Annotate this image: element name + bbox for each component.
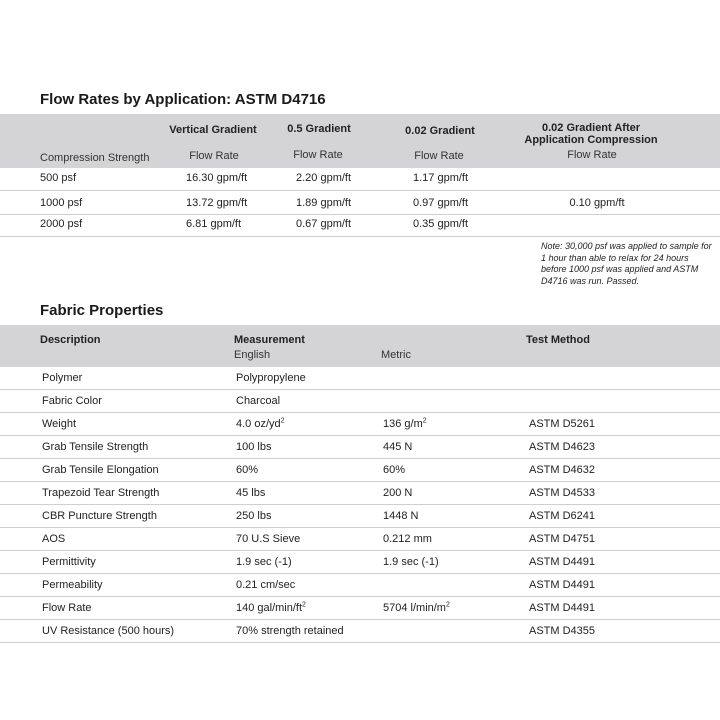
superscript: 2 xyxy=(422,417,427,425)
fabric-properties-title: Fabric Properties xyxy=(40,302,164,319)
fabric-cell-method xyxy=(529,533,595,545)
fabric-cell-method xyxy=(529,418,595,430)
superscript: 2 xyxy=(280,417,285,425)
fabric-cell-english-text: 140 gal/min/ft xyxy=(236,602,303,614)
fabric-cell-metric xyxy=(383,441,412,453)
flow-rate-subheader: Flow Rate xyxy=(414,150,464,162)
row-divider xyxy=(0,214,720,215)
fabric-cell-description xyxy=(42,556,96,568)
fabric-cell-english xyxy=(236,487,265,499)
fabric-cell-method-text: ASTM D5261 xyxy=(529,418,596,430)
fabric-cell-method-text: ASTM D4491 xyxy=(529,602,596,614)
fabric-cell-english-text: 4.0 oz/yd xyxy=(236,418,281,430)
flow-header-band xyxy=(0,114,720,168)
fabric-cell-description-text: Weight xyxy=(42,418,77,430)
row-divider xyxy=(0,527,720,528)
fabric-cell-description-text: CBR Puncture Strength xyxy=(42,510,157,522)
flow-cell-half: 0.67 gpm/ft xyxy=(296,218,352,230)
fabric-cell-english-text: 100 lbs xyxy=(236,441,272,453)
fabric-cell-method-text: ASTM D4632 xyxy=(529,464,596,476)
fabric-cell-method xyxy=(529,556,595,568)
flow-rate-subheader: Flow Rate xyxy=(189,150,239,162)
fabric-cell-method xyxy=(529,602,595,614)
fabric-cell-description-text: Fabric Color xyxy=(42,395,102,407)
fabric-cell-description xyxy=(42,602,92,614)
fabric-cell-method xyxy=(529,510,595,522)
fabric-cell-description xyxy=(42,464,159,476)
low-gradient-header: 0.02 Gradient xyxy=(405,125,475,137)
fabric-cell-description-text: Polymer xyxy=(42,372,83,384)
fabric-cell-description-text: Flow Rate xyxy=(42,602,92,614)
fabric-cell-description-text: UV Resistance (500 hours) xyxy=(42,625,175,637)
fabric-cell-english xyxy=(236,418,285,430)
row-divider xyxy=(0,504,720,505)
fabric-cell-metric xyxy=(383,418,427,430)
fabric-cell-method-text: ASTM D4491 xyxy=(529,556,596,568)
fabric-cell-metric-text: 445 N xyxy=(383,441,413,453)
flow-cell-low: 0.97 gpm/ft xyxy=(413,197,469,209)
flow-cell-vertical: 13.72 gpm/ft xyxy=(186,197,248,209)
fabric-cell-method xyxy=(529,487,595,499)
flow-cell-vertical: 6.81 gpm/ft xyxy=(186,218,242,230)
fabric-cell-metric-text: 1.9 sec (-1) xyxy=(383,556,439,568)
fabric-cell-english xyxy=(236,510,271,522)
fabric-cell-method-text: ASTM D4491 xyxy=(529,579,596,591)
fabric-cell-english-text: 60% xyxy=(236,464,259,476)
flow-cell-compression: 500 psf xyxy=(40,172,77,184)
after-compression-header-line1: 0.02 Gradient After xyxy=(541,122,641,134)
after-compression-header-line2: Application Compression xyxy=(524,134,658,146)
fabric-cell-method-text: ASTM D4355 xyxy=(529,625,596,637)
flow-note: Note: 30,000 psf was applied to sample for 1 hour than able to relax for 24 hours before 1000 psf was applied and ASTM D4716 was run. Passed. xyxy=(541,241,712,286)
flow-rates-title: Flow Rates by Application: ASTM D4716 xyxy=(40,91,326,108)
english-subheader: English xyxy=(234,349,271,361)
fabric-cell-method xyxy=(529,464,595,476)
fabric-cell-description xyxy=(42,418,76,430)
row-divider xyxy=(0,596,720,597)
fabric-cell-description xyxy=(42,533,65,545)
row-divider xyxy=(0,435,720,436)
flow-rate-subheader: Flow Rate xyxy=(567,149,617,161)
fabric-cell-description xyxy=(42,441,148,453)
flow-rate-subheader: Flow Rate xyxy=(293,149,343,161)
row-divider xyxy=(0,550,720,551)
fabric-header-band xyxy=(0,325,720,367)
metric-subheader: Metric xyxy=(381,349,411,361)
fabric-cell-english-text: 70% strength retained xyxy=(236,625,344,637)
fabric-cell-english xyxy=(236,464,258,476)
fabric-cell-english xyxy=(236,441,271,453)
fabric-cell-description xyxy=(42,487,159,499)
row-divider xyxy=(0,458,720,459)
fabric-cell-description-text: Trapezoid Tear Strength xyxy=(42,487,160,499)
fabric-cell-description xyxy=(42,395,102,407)
flow-cell-compression: 2000 psf xyxy=(40,218,83,230)
row-divider xyxy=(0,642,720,643)
fabric-cell-english-text: 70 U.S Sieve xyxy=(236,533,301,545)
fabric-cell-description-text: Permeability xyxy=(42,579,103,591)
fabric-cell-metric-text: 5704 l/min/m xyxy=(383,602,446,614)
fabric-cell-method xyxy=(529,441,595,453)
fabric-cell-metric xyxy=(383,464,405,476)
fabric-cell-english-text: Charcoal xyxy=(236,395,281,407)
test-method-header: Test Method xyxy=(526,334,590,346)
row-divider xyxy=(0,190,720,191)
fabric-cell-metric-text: 136 g/m xyxy=(383,418,423,430)
fabric-cell-english-text: 0.21 cm/sec xyxy=(236,579,296,591)
fabric-cell-english xyxy=(236,556,292,568)
description-header: Description xyxy=(40,334,101,346)
fabric-cell-english xyxy=(236,625,344,637)
flow-cell-low: 0.35 gpm/ft xyxy=(413,218,469,230)
fabric-cell-method-text: ASTM D4751 xyxy=(529,533,596,545)
fabric-cell-english-text: 1.9 sec (-1) xyxy=(236,556,292,568)
fabric-cell-english-text: 250 lbs xyxy=(236,510,272,522)
fabric-cell-description-text: Permittivity xyxy=(42,556,96,568)
fabric-cell-english xyxy=(236,579,295,591)
fabric-cell-english-text: Polypropylene xyxy=(236,372,306,384)
fabric-cell-english-text: 45 lbs xyxy=(236,487,266,499)
measurement-header: Measurement xyxy=(234,334,305,346)
flow-cell-low: 1.17 gpm/ft xyxy=(413,172,469,184)
fabric-cell-description-text: AOS xyxy=(42,533,66,545)
fabric-cell-english xyxy=(236,395,280,407)
row-divider xyxy=(0,619,720,620)
fabric-cell-method xyxy=(529,579,595,591)
row-divider xyxy=(0,481,720,482)
row-divider xyxy=(0,389,720,390)
fabric-cell-metric xyxy=(383,533,432,545)
vertical-gradient-header: Vertical Gradient xyxy=(169,124,257,136)
row-divider xyxy=(0,236,720,237)
fabric-cell-description xyxy=(42,579,103,591)
flow-cell-after: 0.10 gpm/ft xyxy=(569,197,625,209)
fabric-cell-english xyxy=(236,372,306,384)
half-gradient-header: 0.5 Gradient xyxy=(287,123,351,135)
fabric-cell-description xyxy=(42,510,157,522)
fabric-cell-description-text: Grab Tensile Elongation xyxy=(42,464,159,476)
fabric-cell-metric-text: 60% xyxy=(383,464,406,476)
fabric-cell-english xyxy=(236,533,300,545)
fabric-cell-description xyxy=(42,625,174,637)
compression-strength-header: Compression Strength xyxy=(40,152,150,164)
fabric-cell-method-text: ASTM D4533 xyxy=(529,487,596,499)
fabric-cell-description-text: Grab Tensile Strength xyxy=(42,441,149,453)
fabric-cell-metric xyxy=(383,510,418,522)
fabric-cell-english xyxy=(236,602,306,614)
superscript: 2 xyxy=(302,601,306,609)
fabric-cell-metric-text: 200 N xyxy=(383,487,413,499)
flow-cell-vertical: 16.30 gpm/ft xyxy=(186,172,248,184)
fabric-cell-method-text: ASTM D6241 xyxy=(529,510,596,522)
superscript: 2 xyxy=(445,601,450,609)
fabric-cell-metric xyxy=(383,487,412,499)
fabric-cell-metric-text: 1448 N xyxy=(383,510,419,522)
row-divider xyxy=(0,573,720,574)
flow-cell-half: 1.89 gpm/ft xyxy=(296,197,352,209)
fabric-cell-method xyxy=(529,625,595,637)
flow-cell-half: 2.20 gpm/ft xyxy=(296,172,352,184)
row-divider xyxy=(0,412,720,413)
fabric-cell-metric xyxy=(383,602,450,614)
fabric-cell-method-text: ASTM D4623 xyxy=(529,441,596,453)
flow-cell-compression: 1000 psf xyxy=(40,197,83,209)
fabric-cell-metric-text: 0.212 mm xyxy=(383,533,432,545)
fabric-cell-metric xyxy=(383,556,439,568)
fabric-cell-description xyxy=(42,372,82,384)
